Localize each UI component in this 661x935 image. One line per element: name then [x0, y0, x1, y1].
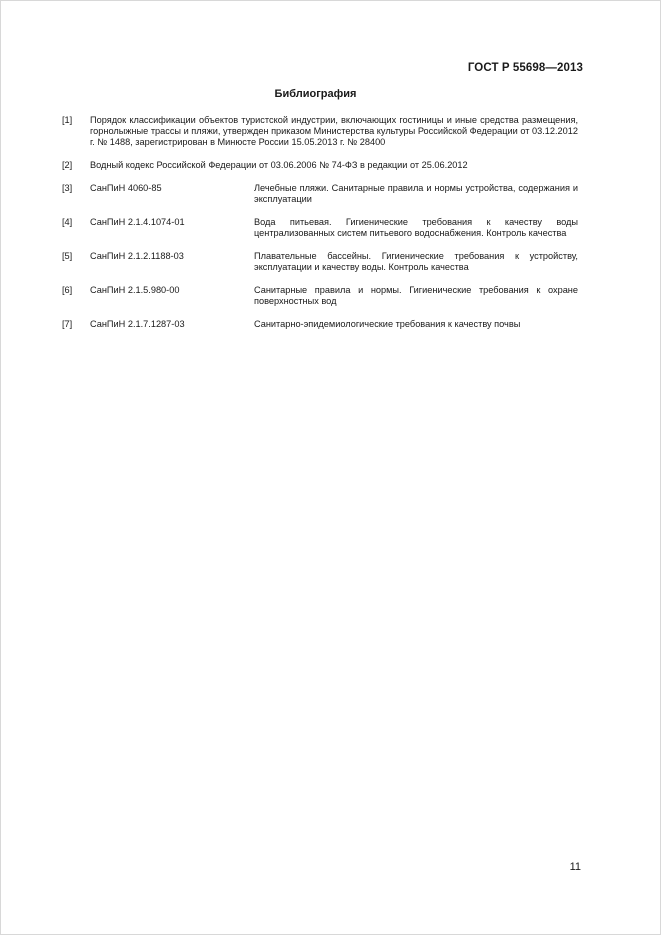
entry-description: Санитарные правила и нормы. Гигиенические требования к охране поверхностных вод — [254, 285, 578, 306]
entry-code: СанПиН 2.1.7.1287-03 — [90, 319, 185, 329]
bibliography-entry — [62, 319, 578, 330]
bibliography-entry — [62, 115, 578, 148]
bibliography-title: Библиография — [274, 88, 357, 100]
entry-code: СанПиН 2.1.5.980-00 — [90, 285, 180, 295]
entry-description: Санитарно-эпидемиологические требования к качеству почвы — [254, 319, 521, 329]
entry-number: [5] — [62, 251, 73, 261]
document-code: ГОСТ Р 55698—2013 — [467, 62, 583, 74]
entry-number: [1] — [62, 115, 73, 125]
entry-text: Водный кодекс Российской Федерации от 03.06.2006 № 74-ФЗ в редакции от 25.06.2012 — [90, 160, 468, 170]
bibliography-entry — [62, 285, 578, 307]
bibliography-entry — [62, 217, 578, 239]
entry-number: [7] — [62, 319, 73, 329]
entry-number: [6] — [62, 285, 73, 295]
entry-description: Лечебные пляжи. Санитарные правила и нормы устройства, содержания и эксплуатации — [254, 183, 578, 204]
entry-code: СанПиН 2.1.2.1188-03 — [90, 251, 184, 261]
entry-text: Порядок классификации объектов туристской индустрии, включающих гостиницы и иные средства размещения, горнолыжные трассы и пляжи, утвержден приказом Министерства культуры Российской Федерации от 03.12.2012 г. № 1488, зарегистрирован в Минюсте России 15.05.2013 г. № 28400 — [90, 115, 578, 147]
bibliography-entry — [62, 251, 578, 273]
entry-number: [3] — [62, 183, 73, 193]
bibliography-list — [62, 115, 578, 342]
entry-number: [4] — [62, 217, 73, 227]
entry-description: Плавательные бассейны. Гигиенические требования к устройству, эксплуатации и качеству воды. Контроль качества — [254, 251, 578, 272]
entry-code: СанПиН 2.1.4.1074-01 — [90, 217, 185, 227]
bibliography-entry — [62, 160, 578, 171]
entry-number: [2] — [62, 160, 73, 170]
bibliography-entry — [62, 183, 578, 205]
page-number: 11 — [569, 861, 581, 873]
entry-code: СанПиН 4060-85 — [90, 183, 162, 193]
entry-description: Вода питьевая. Гигиенические требования к качеству воды централизованных систем питьевого водоснабжения. Контроль качества — [254, 217, 578, 238]
